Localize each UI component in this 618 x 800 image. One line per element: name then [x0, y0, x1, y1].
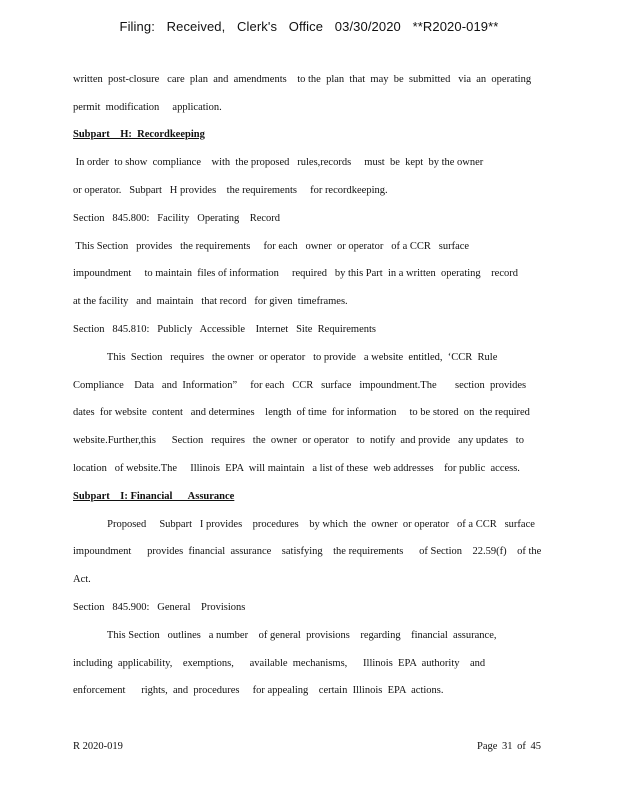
section-heading-subpart-h: Subpart H: Recordkeeping — [73, 129, 205, 140]
body-line: including applicability, exemptions, available mechanisms, Illinois EPA authority and — [73, 658, 486, 669]
filing-header: Filing: Received, Clerk's Office 03/30/2020 **R2020-019** — [119, 19, 499, 34]
body-line: This Section requires the owner or operator to provide a website entitled, ‘CCR Rule — [73, 352, 498, 363]
body-line: at the facility and maintain that record for given timeframes. — [73, 296, 348, 307]
footer-page-number: Page 31 of 45 — [477, 741, 542, 752]
section-title-845-810: Section 845.810: Publicly Accessible Internet Site Requirements — [73, 324, 376, 335]
body-line: Compliance Data and Information” for each CCR surface impoundment.The section provides — [73, 380, 527, 391]
body-line: enforcement rights, and procedures for appealing certain Illinois EPA actions. — [73, 685, 444, 696]
body-line: permit modification application. — [73, 102, 222, 113]
body-line: written post-closure care plan and amendments to the plan that may be submitted via an operating — [73, 74, 532, 85]
body-line: In order to show compliance with the proposed rules,records must be kept by the owner — [73, 157, 484, 168]
body-line: or operator. Subpart H provides the requirements for recordkeeping. — [73, 185, 388, 196]
body-line: Act. — [73, 574, 91, 585]
body-line: website.Further,this Section requires the owner or operator to notify and provide any updates to — [73, 435, 524, 446]
body-line: impoundment to maintain files of information required by this Part in a written operating record — [73, 268, 518, 279]
body-line: dates for website content and determines length of time for information to be stored on the required — [73, 407, 530, 418]
body-line: location of website.The Illinois EPA will maintain a list of these web addresses for public access. — [73, 463, 520, 474]
body-line: Proposed Subpart I provides procedures by which the owner or operator of a CCR surface — [73, 519, 535, 530]
section-title-845-900: Section 845.900: General Provisions — [73, 602, 246, 613]
body-line: This Section provides the requirements for each owner or operator of a CCR surface — [73, 241, 470, 252]
footer-docket-number: R 2020-019 — [73, 741, 123, 752]
body-line: impoundment provides financial assurance satisfying the requirements of Section 22.59(f) of the — [73, 546, 542, 557]
section-heading-subpart-i: Subpart I: Financial Assurance — [73, 491, 235, 502]
body-line: This Section outlines a number of general provisions regarding financial assurance, — [73, 630, 497, 641]
section-title-845-800: Section 845.800: Facility Operating Record — [73, 213, 281, 224]
